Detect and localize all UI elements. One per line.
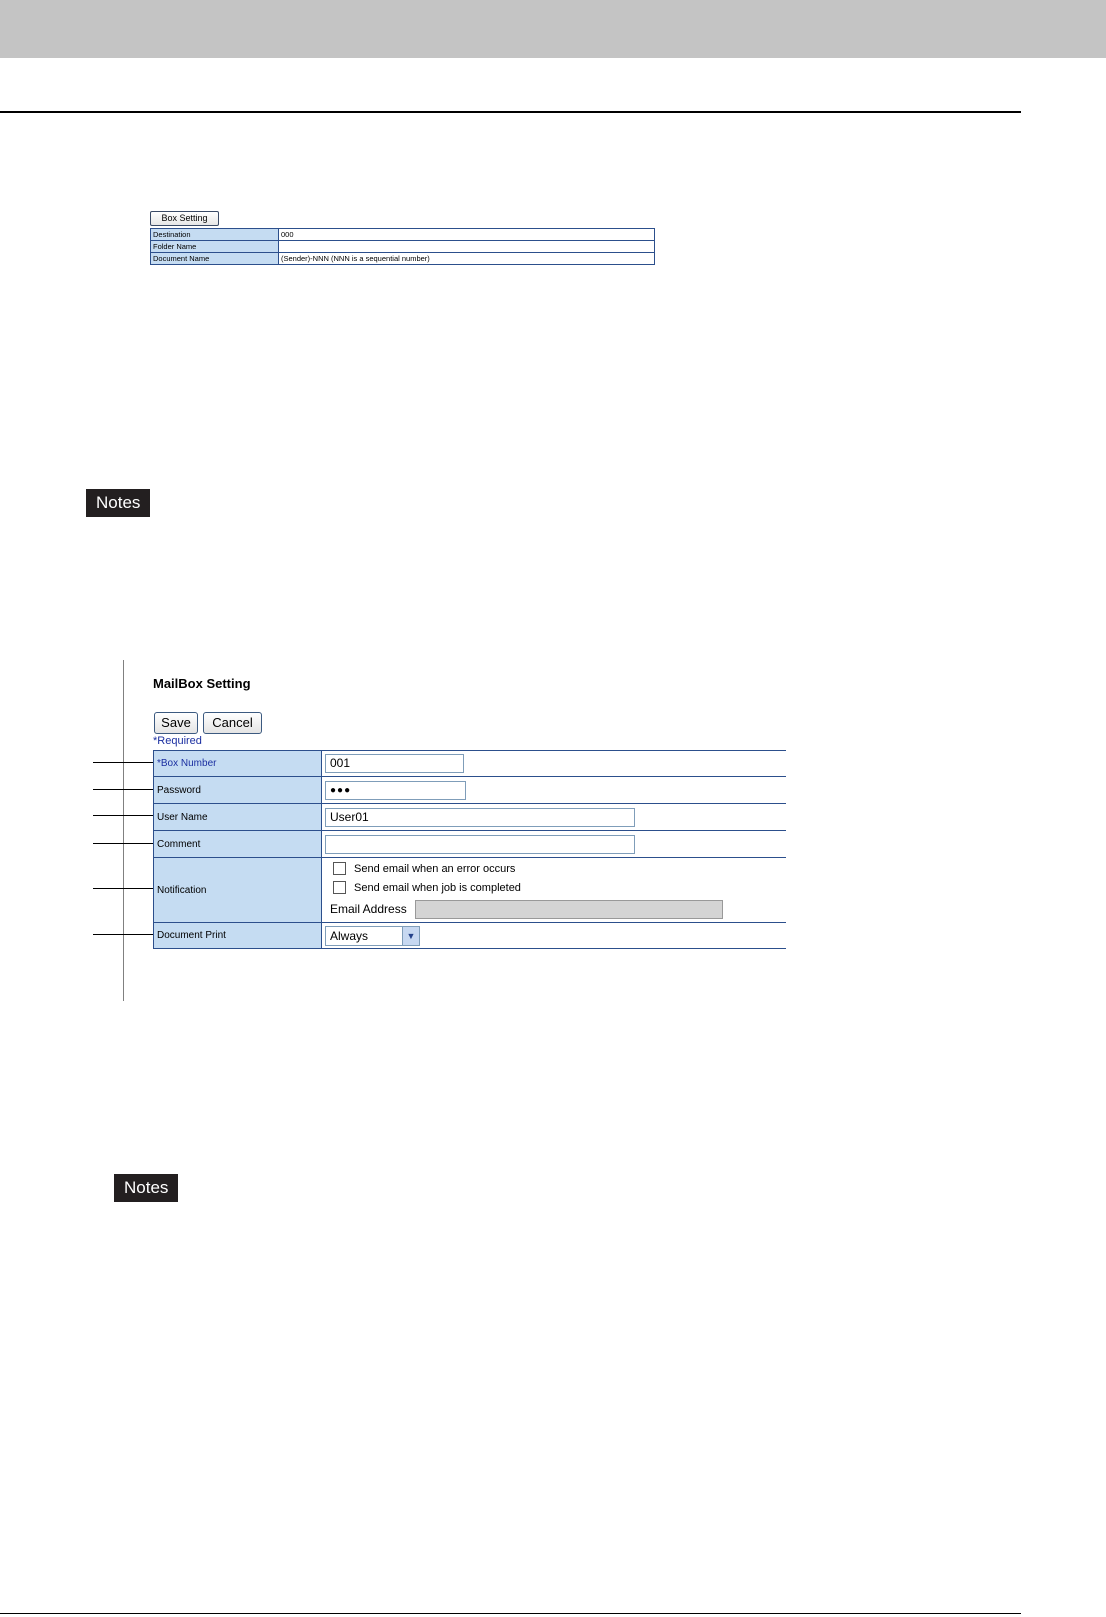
required-note: *Required	[153, 735, 202, 747]
header-rule	[0, 111, 1021, 113]
table-row	[154, 804, 787, 831]
mailbox-title: MailBox Setting	[153, 676, 251, 691]
notification-cell	[322, 858, 787, 923]
password-cell	[322, 777, 787, 804]
table-row	[151, 229, 655, 241]
callout-line-comment	[93, 843, 153, 844]
password-label: Password	[154, 777, 322, 804]
comment-input[interactable]	[325, 835, 635, 854]
notify-error-label: Send email when an error occurs	[354, 863, 516, 875]
user-name-input[interactable]: User01	[325, 808, 635, 827]
footer-rule	[0, 1613, 1021, 1614]
notify-error-checkbox[interactable]	[333, 862, 346, 875]
user-name-label: User Name	[154, 804, 322, 831]
folder-name-label: Folder Name	[151, 241, 279, 253]
email-address-input[interactable]	[415, 900, 723, 919]
destination-label: Destination	[151, 229, 279, 241]
callout-line-user-name	[93, 815, 153, 816]
destination-value: 000	[279, 229, 655, 241]
save-button[interactable]: Save	[154, 712, 198, 734]
email-address-row	[325, 898, 783, 920]
document-print-select[interactable]	[325, 926, 420, 946]
comment-label: Comment	[154, 831, 322, 858]
box-setting-button[interactable]: Box Setting	[150, 211, 219, 226]
notification-label: Notification	[154, 858, 322, 923]
box-setting-table	[150, 228, 655, 265]
table-row	[151, 253, 655, 265]
callout-line-notification	[93, 888, 153, 889]
document-print-cell	[322, 923, 787, 949]
notify-complete-checkbox[interactable]	[333, 881, 346, 894]
mailbox-form-table	[153, 750, 786, 949]
document-print-value: Always	[330, 928, 369, 943]
table-row	[154, 858, 787, 923]
table-row	[154, 777, 787, 804]
notify-error-row	[325, 860, 783, 879]
document-print-label: Document Print	[154, 923, 322, 949]
notes-badge: Notes	[114, 1174, 178, 1202]
callout-vertical-line	[123, 660, 124, 1001]
document-name-label: Document Name	[151, 253, 279, 265]
table-row	[154, 831, 787, 858]
callout-line-box-number	[93, 762, 153, 763]
chevron-down-icon[interactable]: ▼	[402, 927, 419, 945]
notify-complete-label: Send email when job is completed	[354, 882, 521, 894]
password-input[interactable]: ●●●	[325, 781, 466, 800]
folder-name-value	[279, 241, 655, 253]
user-name-cell	[322, 804, 787, 831]
box-number-input[interactable]: 001	[325, 754, 464, 773]
document-name-value: (Sender)-NNN (NNN is a sequential number)	[279, 253, 655, 265]
callout-line-document-print	[93, 934, 153, 935]
box-number-label: *Box Number	[154, 751, 322, 777]
table-row	[151, 241, 655, 253]
notes-badge: Notes	[86, 489, 150, 517]
box-number-cell	[322, 751, 787, 777]
table-row	[154, 923, 787, 949]
cancel-button[interactable]: Cancel	[203, 712, 262, 734]
header-bar	[0, 0, 1106, 58]
notify-complete-row	[325, 879, 783, 898]
callout-line-password	[93, 789, 153, 790]
comment-cell	[322, 831, 787, 858]
table-row	[154, 751, 787, 777]
email-address-label: Email Address	[330, 902, 407, 916]
